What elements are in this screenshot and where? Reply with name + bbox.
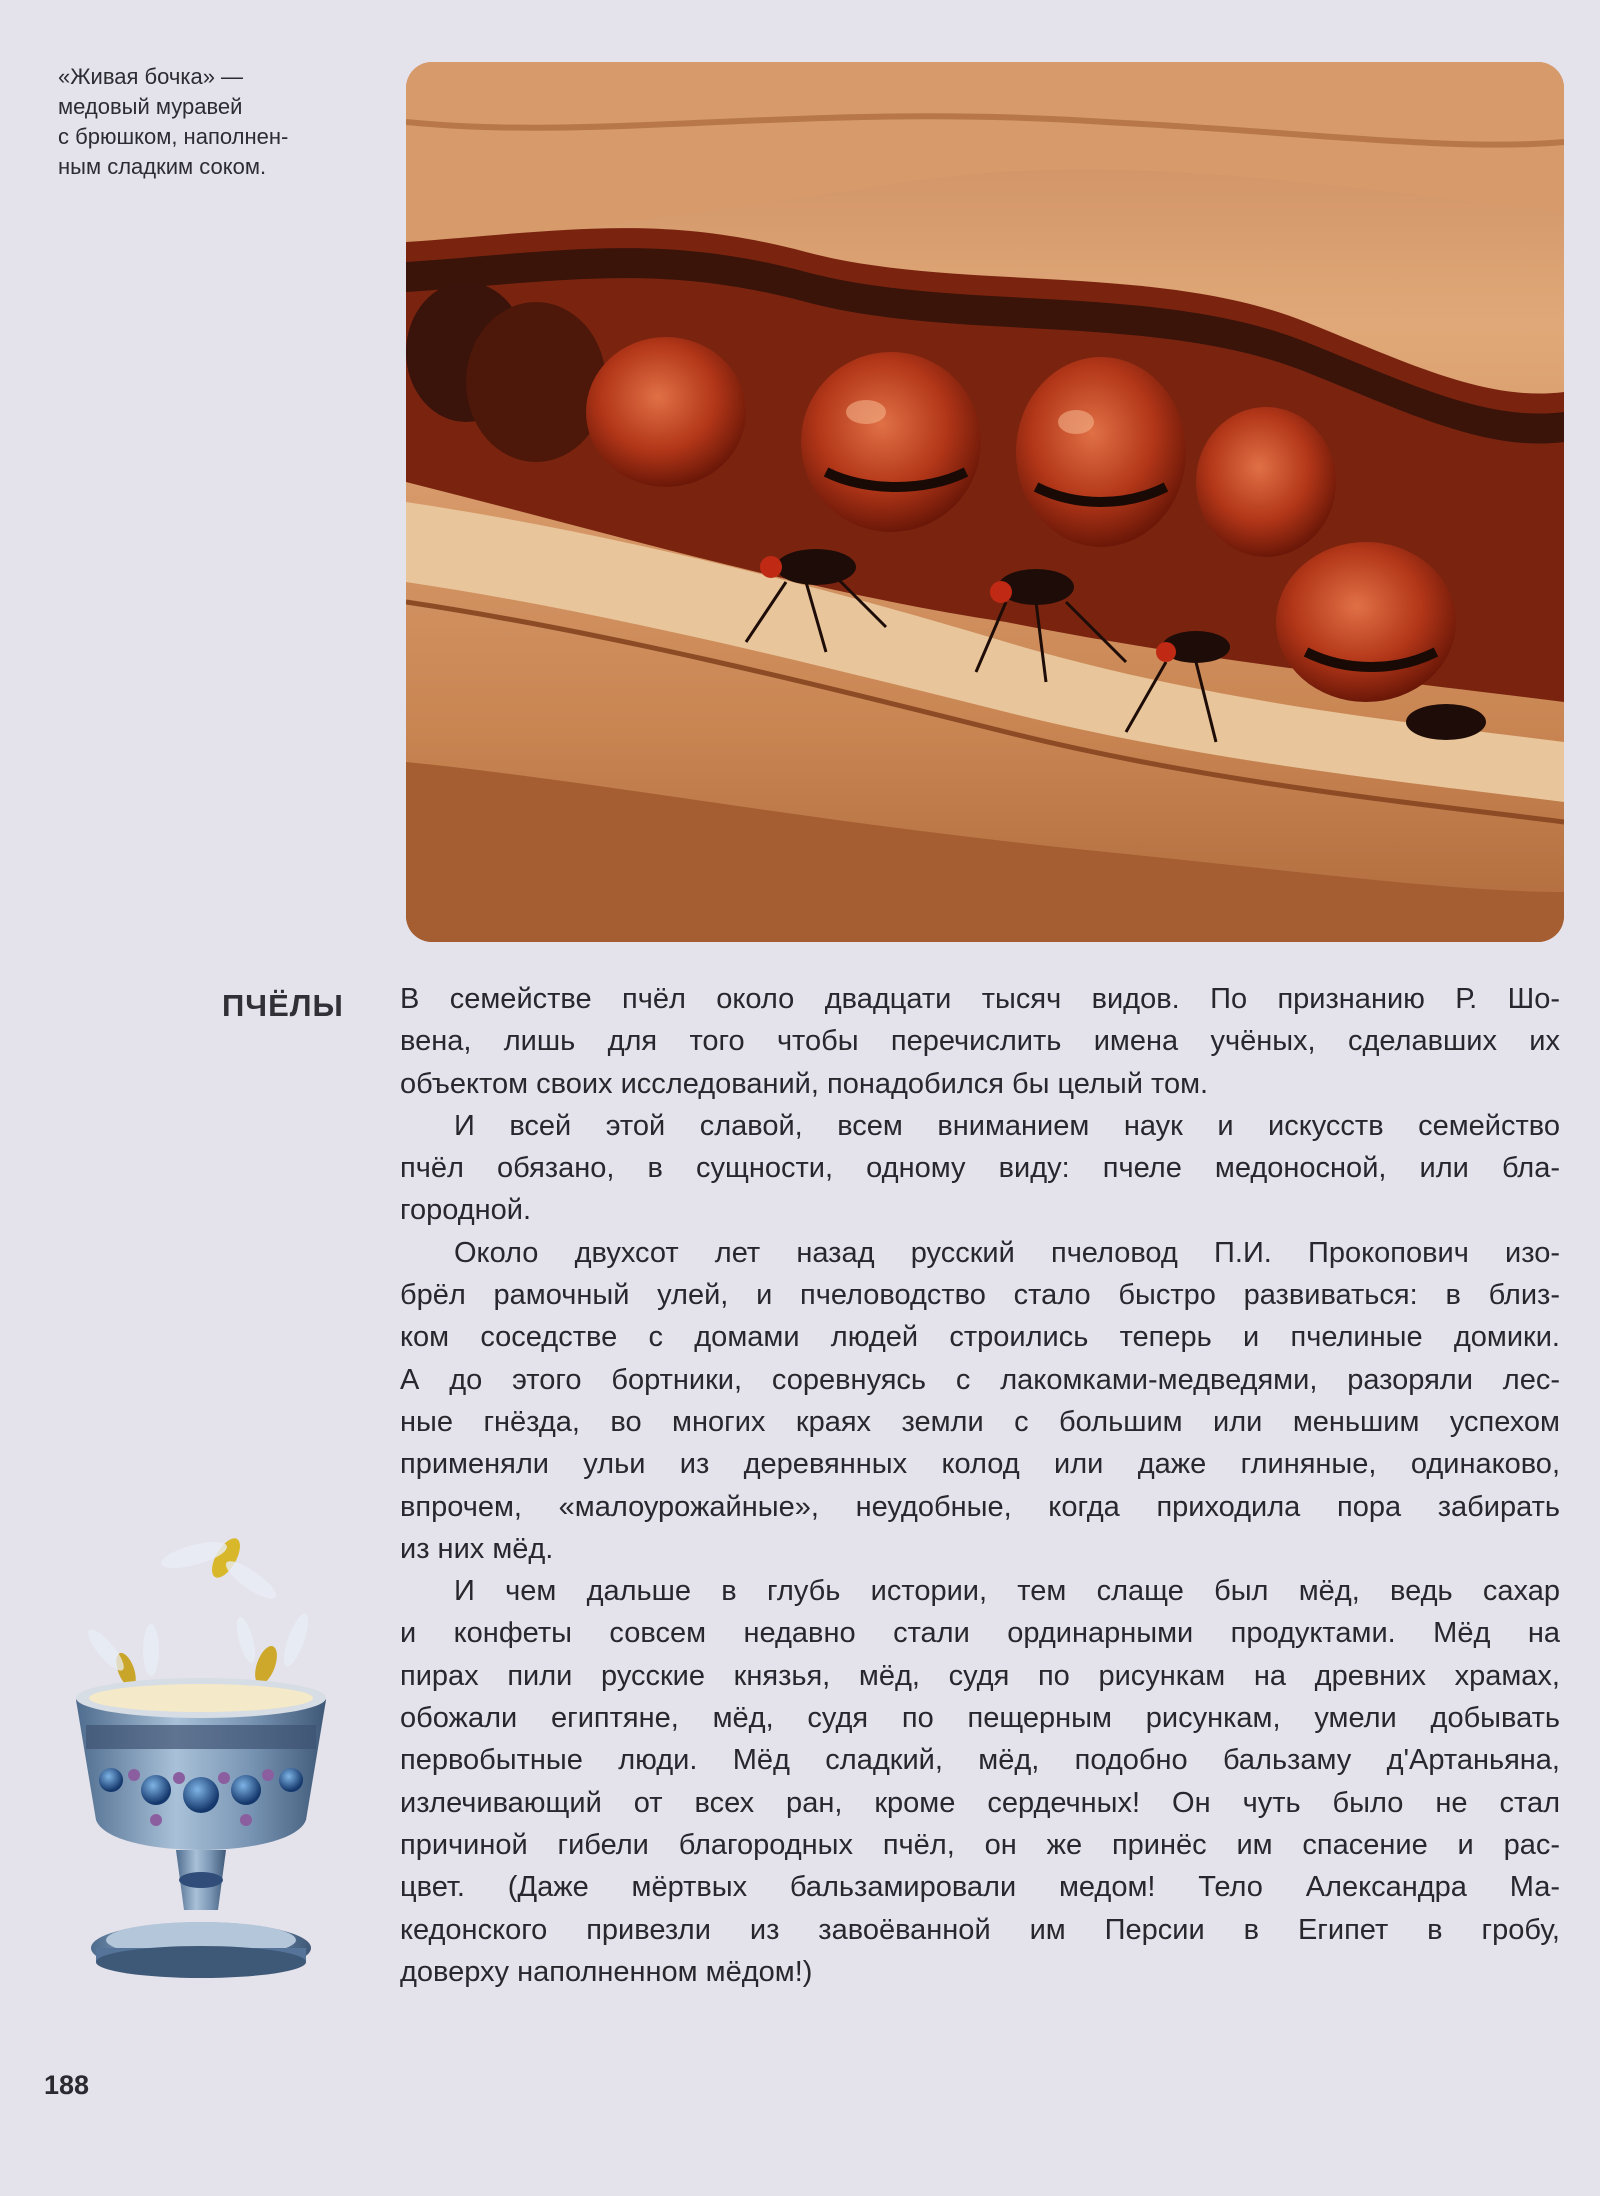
- text-line: излечивающий от всех ран, кроме сердечных! Он чуть было не стал: [400, 1786, 1560, 1819]
- paragraph: [400, 1105, 1560, 1232]
- text-line: пирах пили русские князья, мёд, судя по рисункам на древних храмах,: [400, 1659, 1560, 1692]
- text-line: городной.: [400, 1194, 532, 1227]
- text-line: объектом своих исследований, понадобился бы целый том.: [400, 1067, 1209, 1100]
- caption-line: медовый муравей: [58, 94, 243, 119]
- paragraph: [400, 978, 1560, 1105]
- text-line: кедонского привезли из завоёванной им Персии в Египет в гробу,: [400, 1913, 1560, 1946]
- jeweled-chalice-with-bees-icon: [36, 1500, 366, 2010]
- text-line: впрочем, «малоурожайные», неудобные, когда приходила пора забирать: [400, 1490, 1560, 1523]
- paragraph: [400, 1232, 1560, 1570]
- text-line: первобытные люди. Мёд сладкий, мёд, подобно бальзаму д'Артаньяна,: [400, 1744, 1560, 1777]
- bee-icon: [233, 1611, 313, 1687]
- text-line: Около двухсот лет назад русский пчеловод П.И. Прокопович изо-: [454, 1236, 1560, 1269]
- caption-line: с брюшком, наполнен-: [58, 124, 289, 149]
- bee-icon: [159, 1534, 281, 1605]
- photo-caption: [58, 62, 358, 182]
- text-line: ком соседстве с домами людей строились теперь и пчелиные домики.: [400, 1321, 1560, 1354]
- text-line: доверху наполненном мёдом!): [400, 1955, 813, 1988]
- text-line: применяли ульи из деревянных колод или даже глиняные, одинаково,: [400, 1448, 1560, 1481]
- text-line: вена, лишь для того чтобы перечислить имена учёных, сделавших их: [400, 1025, 1560, 1058]
- text-line: пчёл обязано, в сущности, одному виду: пчеле медоносной, или бла-: [400, 1152, 1560, 1185]
- text-line: из них мёд.: [400, 1532, 554, 1565]
- caption-line: «Живая бочка» —: [58, 64, 244, 89]
- text-line: И всей этой славой, всем вниманием наук и искусств семейство: [454, 1109, 1560, 1142]
- text-line: цвет. (Даже мёртвых бальзамировали медом! Тело Александра Ма-: [400, 1871, 1560, 1904]
- bee-icon: [83, 1624, 159, 1690]
- text-line: И чем дальше в глубь истории, тем слаще был мёд, ведь сахар: [454, 1575, 1560, 1608]
- text-line: А до этого бортники, соревнуясь с лакомками-медведями, разоряли лес-: [400, 1363, 1560, 1396]
- honeypot-ants-photo: [406, 62, 1564, 942]
- article-body: [400, 978, 1560, 1993]
- text-line: и конфеты совсем недавно стали ординарными продуктами. Мёд на: [400, 1617, 1560, 1650]
- text-line: ные гнёзда, во многих краях земли с большим или меньшим успехом: [400, 1405, 1560, 1438]
- page-number: 188: [44, 2070, 90, 2100]
- text-line: В семействе пчёл около двадцати тысяч видов. По признанию Р. Шо-: [400, 983, 1560, 1015]
- text-line: брёл рамочный улей, и пчеловодство стало быстро развиваться: в близ-: [400, 1279, 1560, 1312]
- paragraph: [400, 1570, 1560, 1993]
- text-line: обожали египтяне, мёд, судя по пещерным рисункам, умели добывать: [400, 1702, 1560, 1735]
- section-title: ПЧЁЛЫ: [222, 988, 344, 1023]
- caption-line: ным сладким соком.: [58, 154, 267, 179]
- text-line: причиной гибели благородных пчёл, он же принёс им спасение и рас-: [400, 1828, 1560, 1861]
